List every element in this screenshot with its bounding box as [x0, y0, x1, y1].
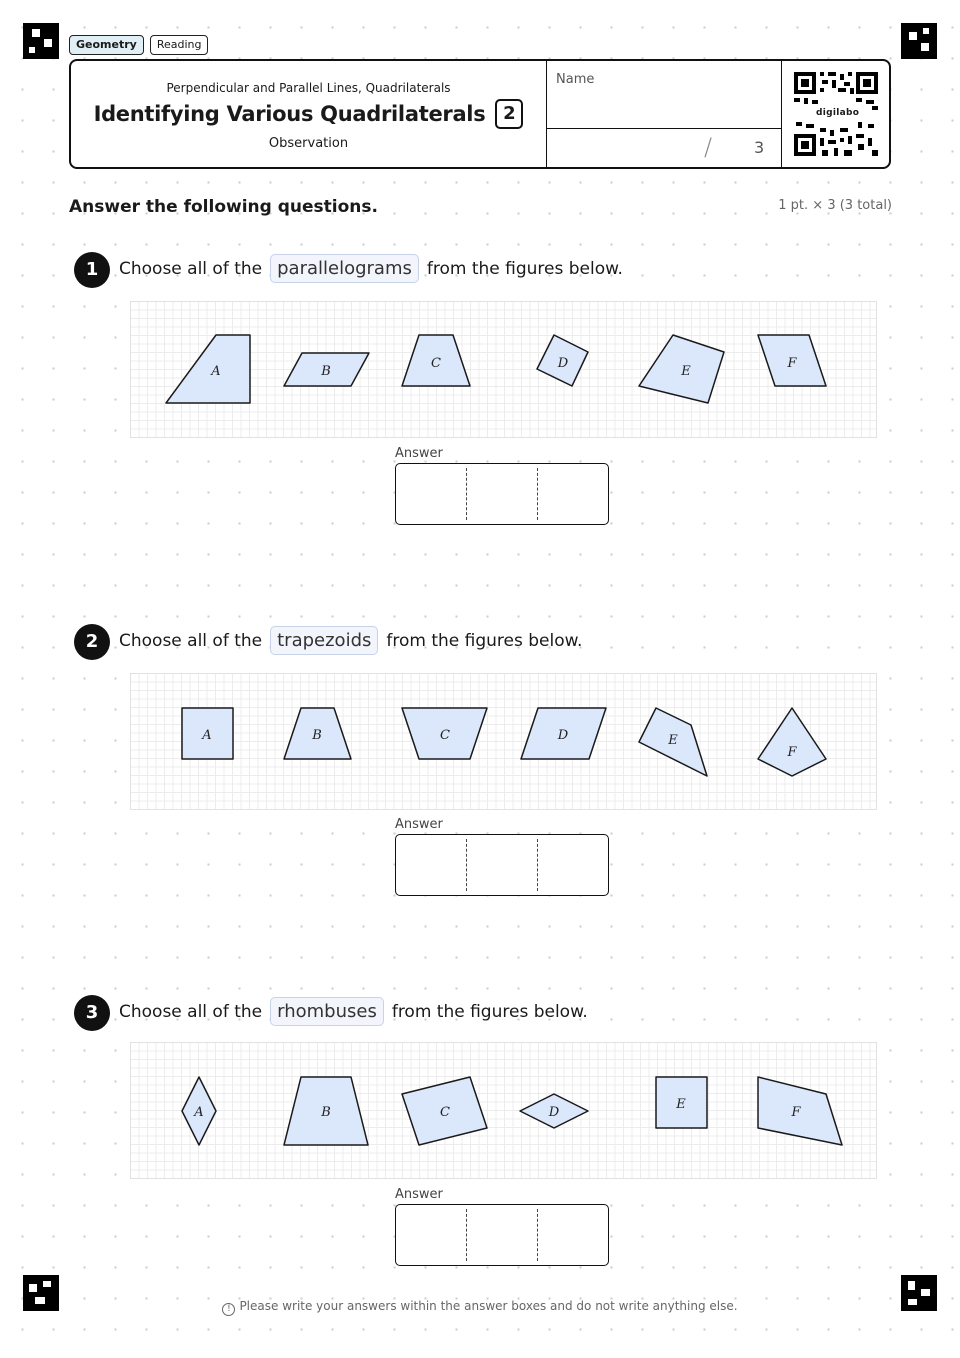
question-2-prefix: Choose all of the	[119, 630, 263, 651]
question-number-2: 2	[74, 624, 110, 660]
q2-figure-label-f: F	[787, 745, 797, 760]
answer-label-3: Answer	[395, 1187, 443, 1202]
page-title: Identifying Various Quadrilaterals	[93, 102, 486, 126]
score-slash: /	[704, 133, 713, 161]
name-label: Name	[556, 72, 595, 87]
worksheet-number: 2	[495, 99, 523, 129]
figure-panel-2	[130, 673, 877, 810]
title-row	[71, 99, 546, 129]
header-mode: Observation	[268, 136, 349, 151]
q2-figure-label-a: A	[202, 728, 212, 743]
q1-figure-label-a: A	[211, 364, 221, 379]
footer-text: Please write your answers within the answer boxes and do not write anything else.	[239, 1299, 738, 1313]
answer-divider	[466, 1209, 467, 1261]
answer-divider	[537, 468, 538, 520]
q3-figure-label-f: F	[791, 1105, 801, 1120]
question-prompt-3	[119, 997, 588, 1026]
question-number-3: 3	[74, 995, 110, 1031]
name-field[interactable]	[546, 61, 782, 129]
points-info: 1 pt. × 3 (3 total)	[778, 198, 892, 213]
q1-figure-a	[166, 335, 250, 403]
header-subtitle: Perpendicular and Parallel Lines, Quadrilaterals	[166, 81, 451, 95]
footer-note	[0, 1299, 960, 1316]
q3-figure-label-b: B	[321, 1105, 331, 1120]
q3-figure-label-a: A	[194, 1105, 204, 1120]
score-total: 3	[754, 138, 765, 157]
q1-figure-label-c: C	[431, 356, 441, 371]
q2-figure-label-e: E	[668, 733, 678, 748]
answer-divider	[537, 1209, 538, 1261]
q2-figure-label-b: B	[312, 728, 322, 743]
answer-label-1: Answer	[395, 446, 443, 461]
question-3-prefix: Choose all of the	[119, 1001, 263, 1022]
q3-figure-label-c: C	[440, 1105, 450, 1120]
header-title-area	[71, 61, 546, 167]
question-1-keyword: parallelograms	[270, 254, 419, 283]
question-number-1: 1	[74, 252, 110, 288]
answer-divider	[466, 468, 467, 520]
figure-panel-1	[130, 301, 877, 438]
answer-label-2: Answer	[395, 817, 443, 832]
q2-figure-label-c: C	[440, 728, 450, 743]
question-2-keyword: trapezoids	[270, 626, 378, 655]
qr-label: digilabo	[816, 108, 860, 118]
corner-marker-top-left	[23, 23, 59, 59]
question-1-suffix: from the figures below.	[426, 258, 623, 279]
answer-box-2[interactable]	[395, 834, 609, 896]
worksheet-header	[69, 59, 891, 169]
question-prompt-1	[119, 254, 623, 283]
q3-figure-label-e: E	[676, 1097, 686, 1112]
subject-tags	[69, 35, 208, 55]
q2-figure-label-d: D	[557, 728, 569, 743]
q1-figure-label-b: B	[321, 364, 331, 379]
qr-code-area	[781, 61, 890, 167]
corner-marker-top-right	[901, 23, 937, 59]
score-field[interactable]	[546, 128, 782, 167]
answer-divider	[537, 839, 538, 891]
answer-divider	[466, 839, 467, 891]
q1-figure-label-f: F	[787, 356, 797, 371]
question-1-prefix: Choose all of the	[119, 258, 263, 279]
instruction-text: Answer the following questions.	[69, 197, 378, 217]
question-3-keyword: rhombuses	[270, 997, 384, 1026]
tag-reading[interactable]: Reading	[150, 35, 209, 55]
q1-figure-label-d: D	[557, 356, 569, 371]
answer-box-1[interactable]	[395, 463, 609, 525]
answer-box-3[interactable]	[395, 1204, 609, 1266]
q3-figure-label-d: D	[548, 1105, 560, 1120]
q2-figure-f	[758, 708, 826, 776]
question-2-suffix: from the figures below.	[386, 630, 583, 651]
question-prompt-2	[119, 626, 582, 655]
tag-geometry[interactable]: Geometry	[69, 35, 144, 55]
q1-figure-label-e: E	[681, 364, 691, 379]
question-3-suffix: from the figures below.	[391, 1001, 588, 1022]
info-icon: !	[222, 1303, 235, 1316]
figure-panel-3	[130, 1042, 877, 1179]
